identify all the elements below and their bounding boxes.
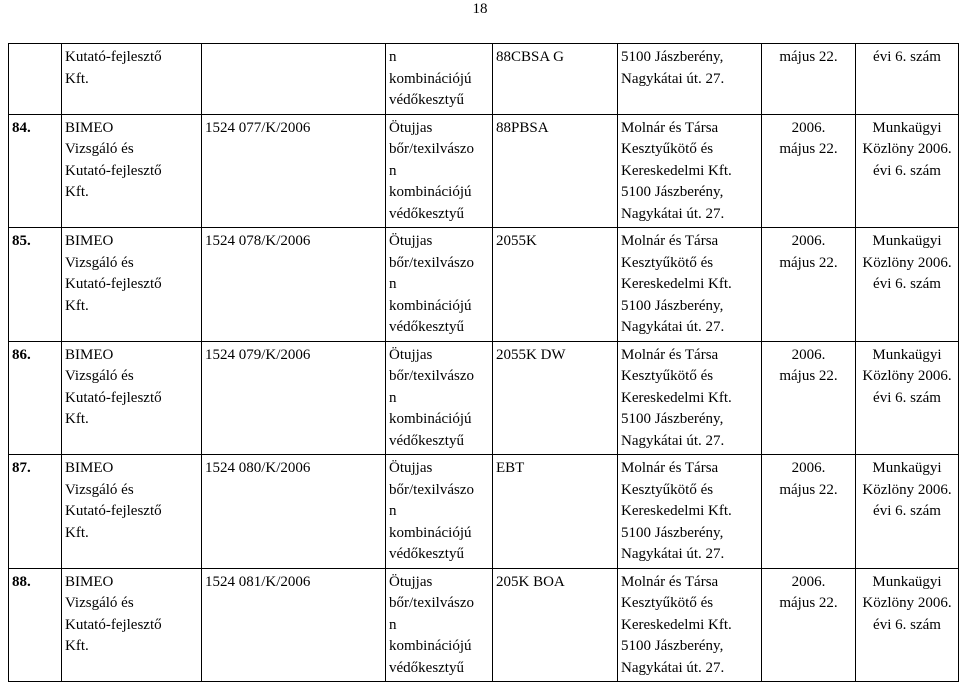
product-cell	[386, 455, 493, 569]
product-cell	[386, 44, 493, 115]
company-line: Kutató-fejlesztő	[65, 616, 162, 633]
manufacturer-line: Nagykátai út. 27.	[621, 659, 725, 676]
product-line: n	[389, 389, 397, 406]
company-cell	[62, 228, 202, 342]
manufacturer-line: Nagykátai út. 27.	[621, 432, 725, 449]
product-line: bőr/texilvászo	[389, 595, 474, 611]
date-cell	[762, 228, 856, 342]
publication-line: évi 6. szám	[873, 503, 941, 519]
row-number: 87.	[9, 455, 62, 569]
product-line: Ötujjas	[389, 573, 433, 590]
row-number	[9, 44, 62, 115]
date-line: május 22.	[779, 481, 838, 498]
publication-cell	[856, 44, 959, 115]
product-line: kombinációjú	[389, 524, 472, 541]
product-line: n	[389, 49, 397, 65]
manufacturer-line: Nagykátai út. 27.	[621, 70, 725, 87]
date-line: 2006.	[791, 346, 826, 363]
row-number: 85.	[9, 228, 62, 342]
product-cell	[386, 114, 493, 228]
table-row	[9, 44, 959, 115]
manufacturer-line: Kereskedelmi Kft.	[621, 276, 732, 292]
company-line: Kft.	[65, 638, 89, 654]
model-cell: 88PBSA	[493, 114, 618, 228]
publication-cell	[856, 228, 959, 342]
table-row	[9, 341, 959, 455]
publication-line: Közlöny 2006.	[862, 141, 952, 157]
manufacturer-line: 5100 Jászberény,	[621, 411, 724, 427]
manufacturer-line: Kesztyűkötő és	[621, 141, 714, 157]
company-line: BIMEO	[65, 346, 114, 363]
product-line: bőr/texilvászo	[389, 368, 474, 384]
model-cell: 88CBSA G	[493, 44, 618, 115]
company-line: Kft.	[65, 70, 89, 87]
date-line: 2006.	[791, 573, 826, 590]
company-line: Vizsgáló és	[65, 368, 134, 384]
publication-line: Közlöny 2006.	[862, 481, 952, 498]
date-line: 2006.	[791, 460, 826, 476]
product-line: Ötujjas	[389, 460, 433, 476]
company-line: Kutató-fejlesztő	[65, 389, 162, 406]
product-line: kombinációjú	[389, 638, 472, 654]
company-cell	[62, 568, 202, 682]
date-line: május 22.	[779, 595, 838, 611]
product-line: Ötujjas	[389, 119, 433, 136]
publication-line: Munkaügyi	[872, 346, 942, 363]
product-cell	[386, 341, 493, 455]
manufacturer-line: Molnár és Társa	[621, 573, 719, 590]
product-line: n	[389, 503, 397, 519]
model-cell: 205K BOA	[493, 568, 618, 682]
product-line: védőkesztyű	[389, 659, 464, 676]
company-line: BIMEO	[65, 573, 114, 590]
model-cell: 2055K	[493, 228, 618, 342]
product-line: védőkesztyű	[389, 546, 464, 562]
product-line: Ötujjas	[389, 233, 433, 249]
publication-cell	[856, 114, 959, 228]
row-number: 84.	[9, 114, 62, 228]
publication-cell	[856, 455, 959, 569]
company-cell	[62, 455, 202, 569]
date-cell	[762, 114, 856, 228]
date-line: 2006.	[791, 119, 826, 136]
date-line: május 22.	[779, 368, 838, 384]
manufacturer-line: Molnár és Társa	[621, 460, 719, 476]
product-line: n	[389, 276, 397, 292]
product-line: bőr/texilvászo	[389, 254, 474, 271]
company-line: Kft.	[65, 524, 89, 541]
certificate-number: 1524 078/K/2006	[202, 228, 386, 342]
company-line: BIMEO	[65, 233, 114, 249]
manufacturer-line: Molnár és Társa	[621, 233, 719, 249]
product-line: kombinációjú	[389, 70, 472, 87]
product-line: bőr/texilvászo	[389, 481, 474, 498]
publication-line: évi 6. szám	[873, 389, 941, 406]
manufacturer-cell	[618, 114, 762, 228]
manufacturer-line: Molnár és Társa	[621, 346, 719, 363]
model-cell: EBT	[493, 455, 618, 569]
publication-line: Közlöny 2006.	[862, 595, 952, 611]
manufacturer-line: Kereskedelmi Kft.	[621, 389, 732, 406]
manufacturer-line: Kereskedelmi Kft.	[621, 162, 732, 179]
product-cell	[386, 228, 493, 342]
company-line: Kft.	[65, 297, 89, 314]
manufacturer-line: 5100 Jászberény,	[621, 297, 724, 314]
table-row	[9, 568, 959, 682]
manufacturer-cell	[618, 568, 762, 682]
date-cell	[762, 568, 856, 682]
company-line: Kft.	[65, 411, 89, 427]
date-cell	[762, 341, 856, 455]
company-line: Vizsgáló és	[65, 254, 134, 271]
certificate-number: 1524 077/K/2006	[202, 114, 386, 228]
company-line: Kutató-fejlesztő	[65, 276, 162, 292]
certificate-table	[8, 43, 959, 682]
company-line: Kutató-fejlesztő	[65, 162, 162, 179]
product-line: kombinációjú	[389, 411, 472, 427]
company-line: Vizsgáló és	[65, 481, 134, 498]
certificate-number: 1524 081/K/2006	[202, 568, 386, 682]
company-line: BIMEO	[65, 119, 114, 136]
product-line: kombinációjú	[389, 184, 472, 200]
product-cell	[386, 568, 493, 682]
manufacturer-line: 5100 Jászberény,	[621, 638, 724, 654]
manufacturer-line: Nagykátai út. 27.	[621, 205, 725, 222]
date-line: 2006.	[791, 233, 826, 249]
company-cell	[62, 44, 202, 115]
product-line: védőkesztyű	[389, 205, 464, 222]
company-cell	[62, 114, 202, 228]
manufacturer-line: Kesztyűkötő és	[621, 595, 714, 611]
manufacturer-line: Kesztyűkötő és	[621, 481, 714, 498]
page-number: 18	[472, 1, 488, 17]
publication-line: Munkaügyi	[872, 460, 942, 476]
manufacturer-line: Nagykátai út. 27.	[621, 546, 725, 562]
manufacturer-line: Kereskedelmi Kft.	[621, 503, 732, 519]
manufacturer-cell	[618, 341, 762, 455]
publication-line: Közlöny 2006.	[862, 368, 952, 384]
manufacturer-line: Molnár és Társa	[621, 119, 719, 136]
manufacturer-line: Kesztyűkötő és	[621, 368, 714, 384]
company-line: Vizsgáló és	[65, 141, 134, 157]
product-line: n	[389, 162, 397, 179]
product-line: védőkesztyű	[389, 92, 464, 108]
date-line: május 22.	[779, 141, 838, 157]
product-line: bőr/texilvászo	[389, 141, 474, 157]
publication-cell	[856, 568, 959, 682]
company-line: Kutató-fejlesztő	[65, 49, 162, 65]
company-line: Vizsgáló és	[65, 595, 134, 611]
date-cell	[762, 44, 856, 115]
publication-cell	[856, 341, 959, 455]
publication-line: évi 6. szám	[873, 162, 941, 179]
manufacturer-cell	[618, 228, 762, 342]
manufacturer-line: Nagykátai út. 27.	[621, 319, 725, 335]
manufacturer-line: 5100 Jászberény,	[621, 49, 724, 65]
product-line: védőkesztyű	[389, 432, 464, 449]
publication-line: Munkaügyi	[872, 233, 942, 249]
certificate-number: 1524 080/K/2006	[202, 455, 386, 569]
row-number: 88.	[9, 568, 62, 682]
date-line: május 22.	[779, 254, 838, 271]
company-line: BIMEO	[65, 460, 114, 476]
product-line: kombinációjú	[389, 297, 472, 314]
certificate-number	[202, 44, 386, 115]
product-line: n	[389, 616, 397, 633]
publication-line: Munkaügyi	[872, 119, 942, 136]
date-cell	[762, 455, 856, 569]
publication-line: évi 6. szám	[873, 49, 941, 65]
manufacturer-line: 5100 Jászberény,	[621, 524, 724, 541]
publication-line: évi 6. szám	[873, 616, 941, 633]
publication-line: évi 6. szám	[873, 276, 941, 292]
manufacturer-cell	[618, 455, 762, 569]
manufacturer-cell	[618, 44, 762, 115]
company-line: Kutató-fejlesztő	[65, 503, 162, 519]
table-body	[9, 44, 959, 682]
row-number: 86.	[9, 341, 62, 455]
table-row	[9, 455, 959, 569]
table-row	[9, 114, 959, 228]
company-line: Kft.	[65, 184, 89, 200]
company-cell	[62, 341, 202, 455]
manufacturer-line: Kesztyűkötő és	[621, 254, 714, 271]
publication-line: Közlöny 2006.	[862, 254, 952, 271]
table-row	[9, 228, 959, 342]
product-line: védőkesztyű	[389, 319, 464, 335]
date-line: május 22.	[779, 49, 838, 65]
certificate-number: 1524 079/K/2006	[202, 341, 386, 455]
manufacturer-line: 5100 Jászberény,	[621, 184, 724, 200]
manufacturer-line: Kereskedelmi Kft.	[621, 616, 732, 633]
publication-line: Munkaügyi	[872, 573, 942, 590]
model-cell: 2055K DW	[493, 341, 618, 455]
product-line: Ötujjas	[389, 346, 433, 363]
